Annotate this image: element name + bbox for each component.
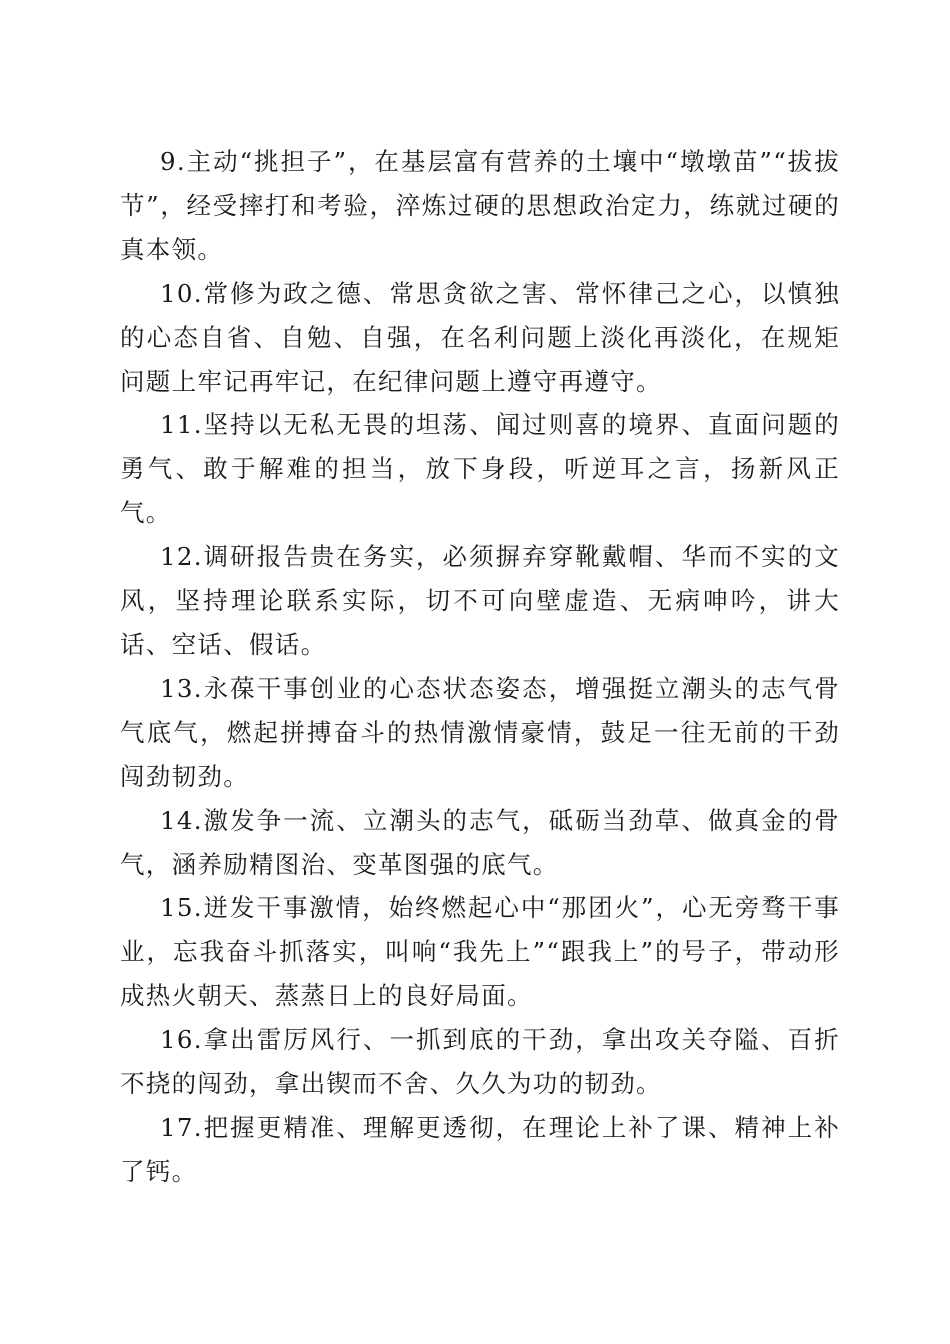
paragraph-11: 11.坚持以无私无畏的坦荡、闻过则喜的境界、直面问题的勇气、敢于解难的担当，放下身段，听逆耳之言，扬新风正气。: [120, 410, 840, 528]
paragraph-12: 12.调研报告贵在务实，必须摒弃穿靴戴帽、华而不实的文风，坚持理论联系实际，切不可向壁虚造、无病呻吟，讲大话、空话、假话。: [120, 542, 840, 659]
paragraph-16: 16.拿出雷厉风行、一抓到底的干劲，拿出攻关夺隘、百折不挠的闯劲，拿出锲而不舍、久久为功的韧劲。: [120, 1025, 840, 1099]
paragraph-10: 10.常修为政之德、常思贪欲之害、常怀律己之心，以慎独的心态自省、自勉、自强，在名利问题上淡化再淡化，在规矩问题上牢记再牢记，在纪律问题上遵守再遵守。: [120, 278, 840, 396]
paragraph-9: 9.主动“挑担子”，在基层富有营养的土壤中“墩墩苗”“拔拔节”，经受摔打和考验，淬炼过硬的思想政治定力，练就过硬的真本领。: [120, 147, 840, 264]
document-body: [120, 140, 840, 1194]
paragraph-15: 15.迸发干事激情，始终燃起心中“那团火”，心无旁骛干事业，忘我奋斗抓落实，叫响“我先上”“跟我上”的号子，带动形成热火朝天、蒸蒸日上的良好局面。: [120, 893, 840, 1011]
paragraph-13: 13.永葆干事创业的心态状态姿态，增强挺立潮头的志气骨气底气，燃起拼搏奋斗的热情激情豪情，鼓足一往无前的干劲闯劲韧劲。: [120, 673, 840, 791]
paragraph-17: 17.把握更精准、理解更透彻，在理论上补了课、精神上补了钙。: [120, 1112, 840, 1186]
paragraph-14: 14.激发争一流、立潮头的志气，砥砺当劲草、做真金的骨气，涵养励精图治、变革图强的底气。: [120, 805, 840, 879]
